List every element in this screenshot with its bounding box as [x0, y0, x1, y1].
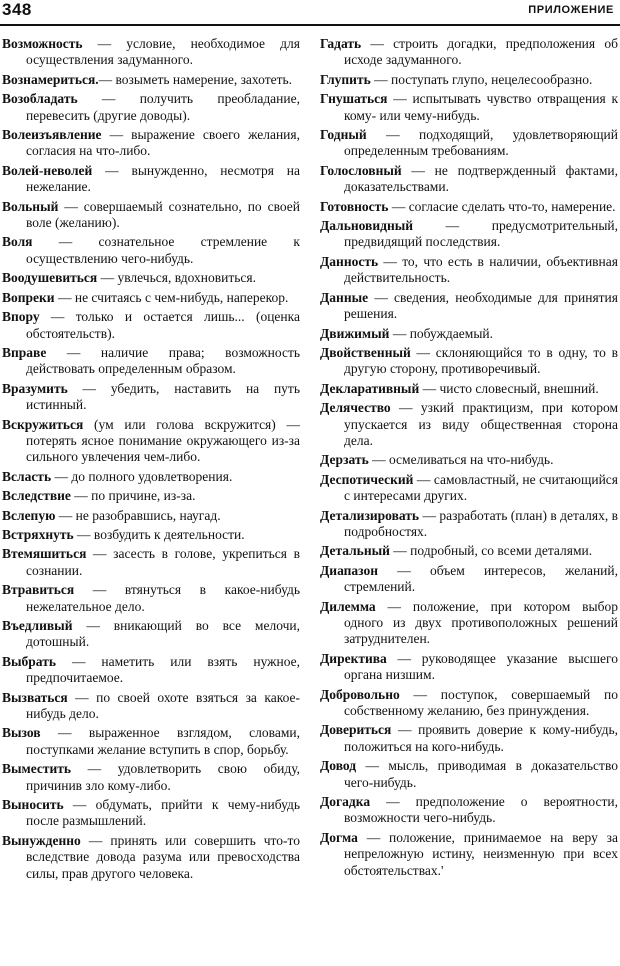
entry-term: Выместить [2, 761, 72, 777]
entry-definition: — испытывать чувство отвращения к кому- или чему-нибудь. [344, 91, 618, 123]
entry-term: Директива [320, 650, 387, 666]
entry-definition: — согласие сделать что-то, намерение. [388, 198, 616, 214]
glossary-entry [2, 469, 300, 485]
entry-definition: — сведения, необходимые для принятия решения. [344, 289, 618, 322]
glossary-entry [2, 527, 300, 543]
glossary-entry [2, 199, 300, 232]
entry-definition: — чисто словесный, внешний. [419, 380, 599, 396]
entry-definition: — принять или совершить что-то вследствие довода разума или превосходства силы, прав другого человека. [26, 832, 300, 881]
entry-term: Волеизъявление [2, 127, 102, 143]
glossary-entry [2, 381, 300, 414]
glossary-entry [2, 417, 300, 466]
entry-term: Данные [320, 289, 369, 305]
glossary-entry [320, 758, 618, 791]
entry-definition: — наметить или взять нужное, предпочитаемое. [26, 653, 300, 686]
glossary-entry [320, 72, 618, 88]
entry-term: Двойственный [320, 344, 411, 360]
entry-term: Вознамериться. [2, 71, 99, 87]
entry-definition: — наличие права; возможность действовать определенным образом. [26, 344, 300, 377]
entry-definition: — побуждаемый. [389, 325, 493, 341]
entry-term: Декларативный [320, 380, 420, 396]
entry-term: Довод [320, 758, 357, 774]
entry-term: Вольный [2, 198, 59, 214]
entry-definition: — увлечься, вдохновиться. [97, 270, 256, 286]
entry-definition: — возыметь намерение, захотеть. [98, 71, 293, 87]
entry-definition: — строить догадки, предположения об исходе задуманного. [344, 36, 618, 68]
glossary-entry [320, 290, 618, 323]
glossary-entry [2, 163, 300, 196]
right-column [320, 36, 618, 882]
glossary-entry [2, 618, 300, 651]
entry-term: Выбрать [2, 653, 56, 669]
entry-definition: — объем интересов, желаний, стремлений. [344, 562, 618, 595]
glossary-entry [2, 270, 300, 286]
entry-definition: — получить преобладание, перевесить (другие доводы). [26, 91, 300, 123]
entry-term: Догадка [320, 794, 371, 810]
entry-term: Втравиться [2, 582, 75, 598]
entry-definition: — по своей охоте взяться за какое-нибудь дело. [26, 689, 300, 722]
entry-definition: — проявить доверие к кому-нибудь, положиться на кого-нибудь. [344, 722, 618, 754]
entry-definition: — обдумать, прийти к чему-нибудь после размышлений. [26, 797, 300, 829]
entry-definition: — засесть в голове, укрепиться в сознании. [26, 546, 300, 578]
entry-definition: — склоняющийся то в одну, то в другую сторону, противоречивый. [344, 344, 618, 377]
entry-term: Вынужденно [2, 832, 81, 848]
entry-definition: — не разобравшись, наугад. [55, 507, 221, 523]
glossary-entry [2, 725, 300, 758]
glossary-entry [320, 830, 618, 879]
glossary-entry [2, 36, 300, 69]
entry-term: Вызваться [2, 689, 68, 705]
entry-definition: — сознательное стремление к осуществлению чего-нибудь. [26, 234, 300, 266]
entry-definition: — условие, необходимое для осуществления задуманного. [26, 36, 300, 68]
entry-definition: — узкий практицизм, при котором упускается из виду общественная сторона дела. [344, 400, 618, 448]
entry-term: Вразумить [2, 380, 68, 396]
entry-term: Дерзать [320, 452, 369, 468]
glossary-entry [2, 546, 300, 579]
page-number: 348 [2, 0, 32, 19]
entry-definition: — разработать (план) в деталях, в подробностях. [344, 507, 618, 539]
glossary-entry [320, 794, 618, 827]
glossary-entry [320, 218, 618, 251]
entry-term: Движимый [320, 325, 390, 341]
page-header [0, 0, 620, 26]
entry-term: Встряхнуть [2, 526, 74, 542]
glossary-entry [320, 127, 618, 160]
entry-definition: — выраженное взглядом, словами, поступками желание вступить в спор, борьбу. [26, 725, 300, 757]
entry-term: Вопреки [2, 289, 55, 305]
entry-term: Годный [320, 127, 367, 143]
entry-definition: — осмеливаться на что-нибудь. [368, 452, 554, 468]
entry-term: Возможность [2, 36, 83, 51]
entry-definition: — втянуться в какое-нибудь нежелательное дело. [26, 582, 300, 614]
glossary-entry [2, 309, 300, 342]
entry-term: Детализировать [320, 507, 420, 523]
glossary-entry [2, 234, 300, 267]
glossary-entry [320, 599, 618, 648]
glossary-entry [2, 127, 300, 160]
glossary-entry [320, 400, 618, 449]
entry-term: Вслепую [2, 507, 56, 523]
entry-definition: — убедить, наставить на путь истинный. [26, 380, 300, 413]
glossary-entry [320, 563, 618, 596]
entry-term: Деспотический [320, 471, 414, 487]
glossary-entry [320, 163, 618, 196]
entry-term: Данность [320, 253, 379, 269]
entry-definition: — предусмотрительный, предвидящий последствия. [344, 218, 618, 250]
entry-term: Диапазон [320, 562, 379, 578]
entry-term: Гнушаться [320, 91, 388, 107]
glossary-entry [2, 761, 300, 794]
entry-definition: — по причине, из-за. [70, 488, 196, 504]
entry-term: Вправе [2, 344, 47, 360]
glossary-entry [320, 254, 618, 287]
entry-definition: — то, что есть в наличии, объективная действительность. [344, 253, 618, 286]
entry-definition: — руководящее указание высшего органа низшим. [344, 650, 618, 683]
entry-term: Глупить [320, 71, 371, 87]
entry-term: Всласть [2, 468, 52, 484]
entry-term: Вскружиться [2, 416, 84, 432]
entry-definition: — положение, при котором выбор одного из двух противоположных решений затруднителен. [344, 598, 618, 647]
glossary-entry [2, 508, 300, 524]
glossary-entry [320, 91, 618, 124]
glossary-entry [2, 582, 300, 615]
glossary-entry [320, 722, 618, 755]
entry-definition: — совершаемый сознательно, по своей воле (желанию). [26, 198, 300, 231]
entry-definition: — положение, принимаемое на веру за непреложную истину, неизменную при всех обстоятельствах.' [344, 829, 618, 878]
glossary-entry [320, 472, 618, 505]
entry-definition: — выражение своего желания, согласия на что-либо. [26, 127, 300, 159]
entry-definition: — мысль, приводимая в доказательство чего-нибудь. [344, 758, 618, 790]
glossary-entry [2, 72, 300, 88]
entry-term: Втемяшиться [2, 546, 87, 562]
entry-definition: — до полного удовлетворения. [51, 468, 233, 484]
entry-definition: — предположение о вероятности, возможности чего-нибудь. [344, 794, 618, 826]
glossary-entry [320, 381, 618, 397]
glossary-entry [2, 488, 300, 504]
entry-term: Возобладать [2, 91, 78, 107]
glossary-entry [2, 833, 300, 882]
entry-term: Воля [2, 234, 33, 250]
glossary-entry [2, 345, 300, 378]
entry-term: Делячество [320, 400, 391, 416]
entry-term: Гадать [320, 36, 362, 51]
entry-definition: — поступать глупо, нецелесообразно. [370, 71, 593, 87]
entry-definition: — подробный, со всеми деталями. [389, 543, 593, 559]
entry-definition: — вынужденно, несмотря на нежелание. [26, 162, 300, 195]
left-column [2, 36, 300, 885]
glossary-entry [320, 345, 618, 378]
glossary-entry [2, 654, 300, 687]
glossary-entry [2, 290, 300, 306]
glossary-entry [320, 687, 618, 720]
entry-term: Вызов [2, 725, 41, 741]
entry-definition: (ум или голова вскружится) — потерять ясное понимание окружающего из-за сильного увлечения чем-либо. [26, 416, 300, 465]
glossary-entry [320, 326, 618, 342]
entry-definition: — вникающий во все мелочи, дотошный. [26, 618, 300, 650]
glossary-entry [2, 690, 300, 723]
entry-term: Волей-неволей [2, 162, 93, 178]
entry-term: Довериться [320, 722, 392, 738]
entry-term: Воодушевиться [2, 270, 98, 286]
entry-definition: — подходящий, удовлетворяющий определенным требованиям. [344, 127, 618, 159]
entry-term: Добровольно [320, 686, 400, 702]
entry-term: Готовность [320, 198, 389, 214]
glossary-entry [2, 797, 300, 830]
entry-term: Голословный [320, 162, 402, 178]
entry-definition: — возбудить к деятельности. [73, 526, 245, 542]
glossary-entry [320, 508, 618, 541]
entry-term: Выносить [2, 797, 64, 813]
glossary-entry [320, 452, 618, 468]
glossary-entry [2, 91, 300, 124]
glossary-entry [320, 36, 618, 69]
entry-definition: — поступок, совершаемый по собственному желанию, без принуждения. [344, 686, 618, 719]
glossary-entry [320, 651, 618, 684]
entry-term: Дилемма [320, 598, 376, 614]
glossary-entry [320, 543, 618, 559]
entry-term: Впору [2, 309, 40, 325]
entry-definition: — самовластный, не считающийся с интересами других. [344, 471, 618, 504]
entry-definition: — не подтвержденный фактами, доказательствами. [344, 162, 618, 195]
entry-term: Въедливый [2, 618, 73, 633]
entry-definition: — только и остается лишь... (оценка обстоятельств). [26, 309, 300, 341]
entry-term: Дальновидный [320, 218, 414, 234]
entry-term: Догма [320, 829, 358, 845]
entry-definition: — не считаясь с чем-нибудь, наперекор. [54, 289, 289, 305]
running-head: ПРИЛОЖЕНИЕ [528, 4, 614, 16]
entry-term: Детальный [320, 543, 390, 559]
entry-definition: — удовлетворить свою обиду, причинив зло кому-либо. [26, 761, 300, 793]
entry-term: Вследствие [2, 488, 71, 504]
glossary-entry [320, 199, 618, 215]
